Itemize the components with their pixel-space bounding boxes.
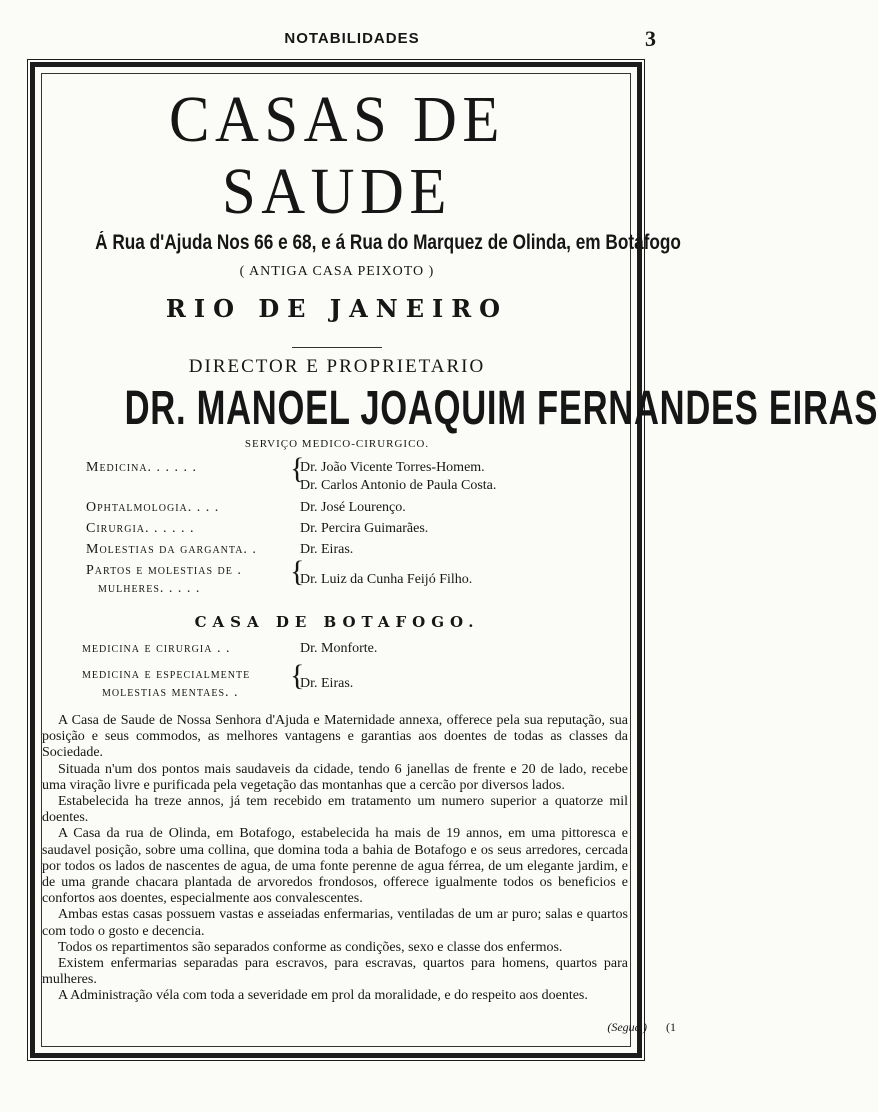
paragraph: Ambas estas casas possuem vastas e asseiadas enfermarias, ventiladas de um ar puro; salas e quartos com todo o gosto e decencia. [42,907,628,939]
paragraph: Situada n'um dos pontos mais saudaveis da cidade, tendo 6 janellas de frente e 20 de lado, recebe uma viração livre e purificada pela vegetação das montanhas que a cercão por diversos lados. [42,761,628,793]
service-doctor: Dr. Eiras. [300,676,354,691]
service-label: Medicina. . . . . . [86,460,198,475]
paragraph: A Casa da rua de Olinda, em Botafogo, estabelecida ha mais de 19 annos, em uma pittoresca e saudavel posição, sobre uma collina, que domina toda a bahia de Botafogo e os seus arredores, cercada por todos os lados de nascentes de agua, de uma fonte perenne de agua férrea, de um elegante jardim, e de uma grande chacara plantada de arvoredos frondosos, offerece igualmente todos os beneficios e confortos aos doentes, especialmente aos convalescentes. [42,826,628,907]
paragraph: A Casa de Saude de Nossa Senhora d'Ajuda e Maternidade annexa, offerece pela sua reputação, sua posição e seus commodos, as melhores vantagens e garantias aos doentes de todas as classes da Sociedade. [42,713,628,761]
botafogo-heading: CASA DE BOTAFOGO. [194,613,480,631]
service-label-continued: mulheres. . . . . [98,581,201,596]
service-row [42,555,632,603]
service-doctor: Dr. Monforte. [300,641,378,656]
service-doctor: Dr. João Vicente Torres-Homem. [300,460,485,475]
service-row [42,659,632,707]
botafogo-services-list [42,641,632,707]
service-label: medicina e cirurgia . . [82,641,231,656]
paragraph: Estabelecida ha treze annos, já tem recebido em tratamento um numero superior a quatorze mil doentes. [42,794,628,826]
segue-label: (Segue.) [607,1020,647,1034]
paragraph: Existem enfermarias separadas para escravos, para escravas, quartos para homens, quartos para mulheres. [42,956,628,988]
running-head-title: NOTABILIDADES [284,30,420,47]
service-label: Partos e molestias de . [86,563,242,578]
service-doctor: Dr. Eiras. [300,542,354,557]
service-doctor: Dr. Percira Guimarães. [300,521,429,536]
advertisement [42,74,878,1005]
service-row [42,542,632,563]
service-doctor: Dr. José Lourenço. [300,500,406,515]
main-title: CASAS DE SAUDE [168,83,506,228]
divider-rule [292,347,382,348]
address-line: Á Rua d'Ajuda Nos 66 e 68, e á Rua do Marquez de Olinda, em Botafogo [95,231,681,254]
service-doctor: Dr. Luiz da Cunha Feijó Filho. [300,572,473,587]
service-label: medicina e especialmente [82,667,251,682]
former-name: ( ANTIGA CASA PEIXOTO ) [239,264,435,279]
description-text [42,713,632,1005]
service-row [42,452,632,500]
services-list [42,452,632,603]
brace: { [290,555,305,588]
city-name: RIO DE JANEIRO [165,294,509,323]
service-heading: SERVIÇO MEDICO-CIRURGICO. [244,438,430,450]
paragraph: Todos os repartimentos são separados conforme as condições, sexo e classe dos enfermos. [58,939,563,955]
service-row [42,500,632,521]
service-label: Ophtalmologia. . . . [86,500,220,515]
brace: { [290,452,305,485]
service-doctor: Dr. Carlos Antonio de Paula Costa. [300,478,497,493]
page-number: 3 [645,26,656,51]
running-head [0,26,704,52]
service-label: Cirurgia. . . . . . [86,521,195,536]
service-row [42,641,632,667]
brace: { [290,659,305,692]
service-row [42,521,632,542]
paragraph: A Administração véla com toda a severidade em prol da moralidade, e do respeito aos doentes. [58,988,588,1004]
continuation-note [607,1020,676,1035]
owner-name: DR. MANOEL JOAQUIM FERNANDES EIRAS [124,382,878,435]
director-label: DIRECTOR E PROPRIETARIO [188,356,486,377]
service-label: Molestias da garganta. . [86,542,257,557]
footnote-marker: (1 [666,1020,676,1034]
service-label-continued: molestias mentaes. . [102,685,239,700]
